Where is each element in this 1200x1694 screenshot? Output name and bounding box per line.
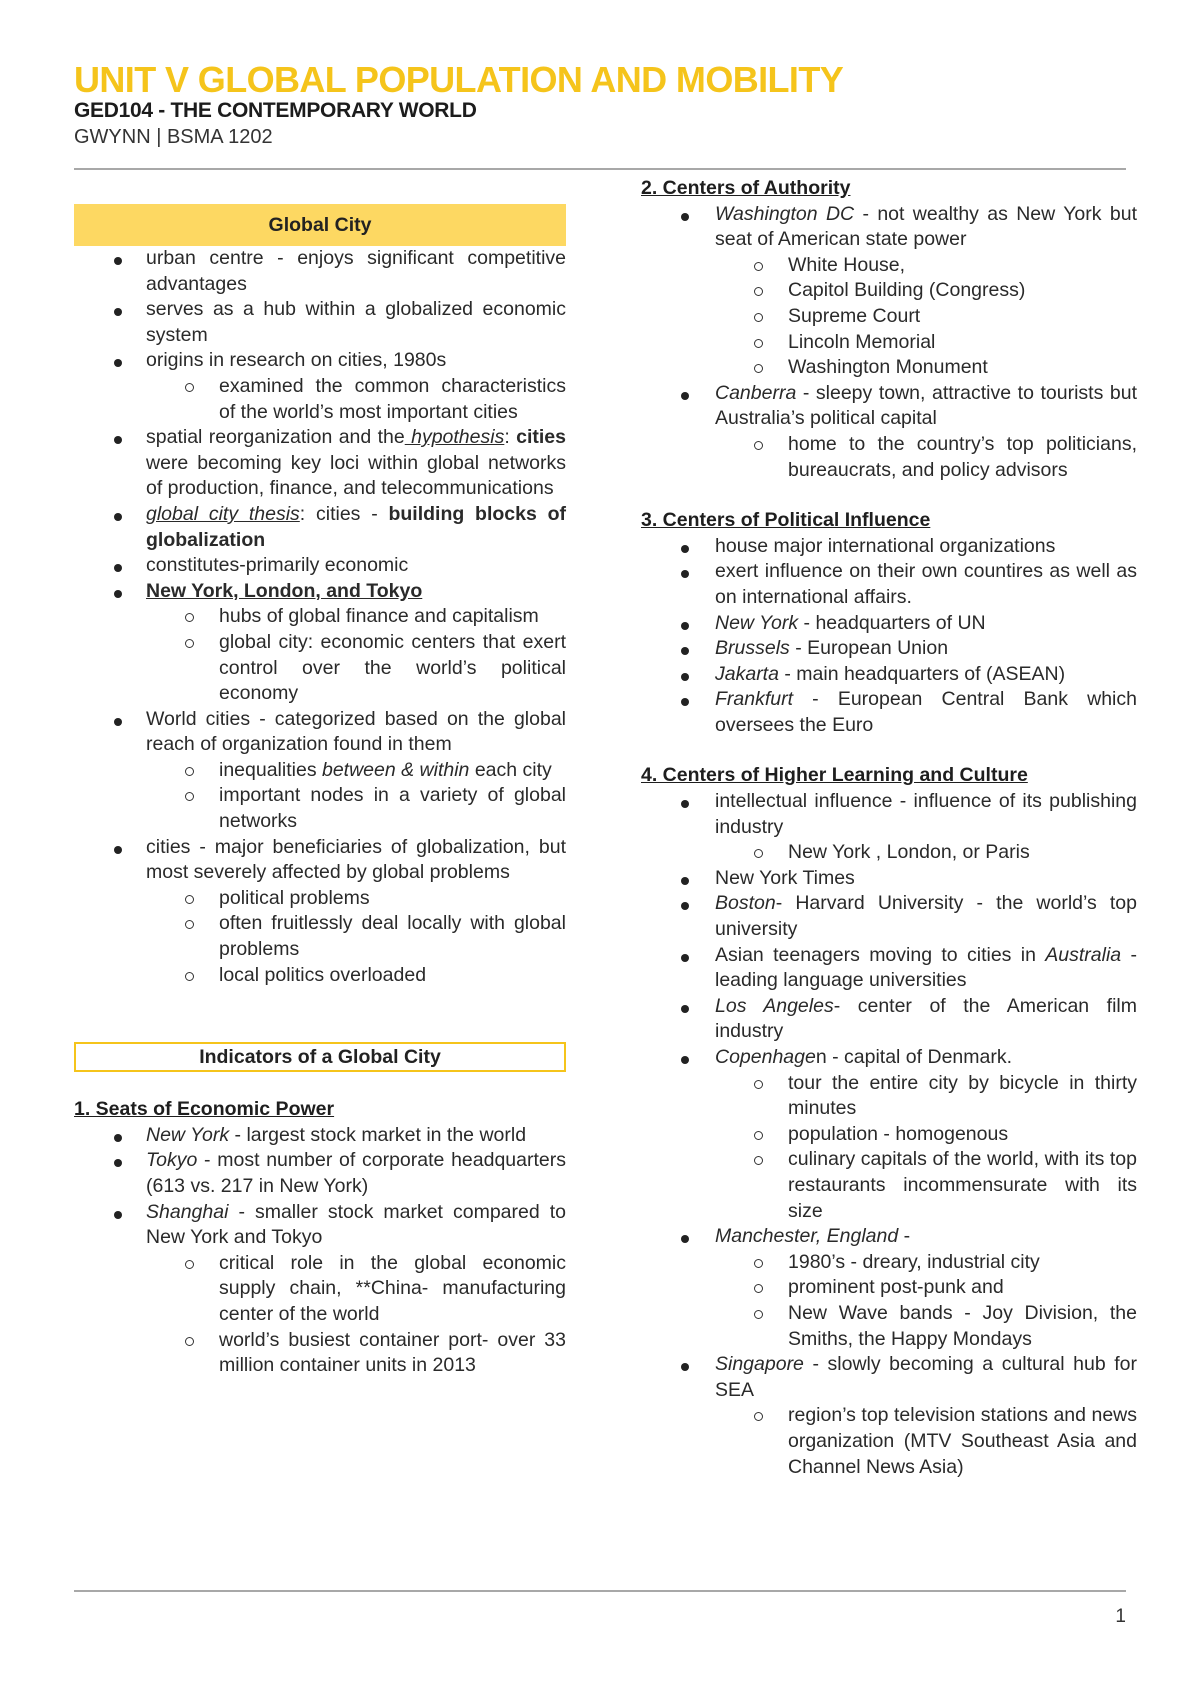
list-item: exert influence on their own countires as well as on international affairs. <box>641 559 1137 610</box>
sub-list-item: Capitol Building (Congress) <box>641 278 1137 304</box>
global-city-list <box>74 246 566 988</box>
bullet-icon <box>681 392 689 400</box>
circle-bullet-icon <box>185 920 194 929</box>
list-item: New York Times <box>641 866 1137 892</box>
bullet-icon <box>681 570 689 578</box>
list-item: World cities - categorized based on the global reach of organization found in them inequalities between & within each city important nodes in a variety of global networks <box>74 707 566 835</box>
sub-list-item: important nodes in a variety of global networks <box>74 783 566 834</box>
bullet-icon <box>681 545 689 553</box>
sub-list-item: region’s top television stations and news organization (MTV Southeast Asia and Channel News Asia) <box>641 1403 1137 1480</box>
bullet-icon <box>681 902 689 910</box>
page-title: UNIT V GLOBAL POPULATION AND MOBILITY <box>74 59 844 100</box>
list-item: Copenhagen - capital of Denmark. tour the entire city by bicycle in thirty minutes population - homogenous culinary capitals of the world, with its top restaurants incommensurate with its size <box>641 1045 1137 1224</box>
page-number: 1 <box>1115 1606 1126 1627</box>
sub-list-item: tour the entire city by bicycle in thirty minutes <box>641 1071 1137 1122</box>
bullet-icon <box>114 1159 122 1167</box>
bullet-icon <box>114 436 122 444</box>
bullet-icon <box>114 846 122 854</box>
bullet-icon <box>114 1134 122 1142</box>
left-column <box>74 204 566 1379</box>
bullet-icon <box>681 877 689 885</box>
sub-list-item: Supreme Court <box>641 304 1137 330</box>
circle-bullet-icon <box>185 895 194 904</box>
bullet-icon <box>114 359 122 367</box>
sub-list-item: local politics overloaded <box>74 963 566 989</box>
sub-list-item: world’s busiest container port- over 33 million container units in 2013 <box>74 1328 566 1379</box>
sub-list-item: culinary capitals of the world, with its top restaurants incommensurate with its size <box>641 1147 1137 1224</box>
bullet-icon <box>114 308 122 316</box>
sub-list-item: 1980’s - dreary, industrial city <box>641 1250 1137 1276</box>
bullet-icon <box>681 954 689 962</box>
authority-list <box>641 202 1137 484</box>
indicators-heading: Indicators of a Global City <box>74 1042 566 1072</box>
circle-bullet-icon <box>754 339 763 348</box>
list-item: Washington DC - not wealthy as New York but seat of American state power White House, Capitol Building (Congress) Supreme Court Lincoln Memorial Washington Monument <box>641 202 1137 381</box>
sub-list-item: New York , London, or Paris <box>641 840 1137 866</box>
section-heading-political-influence: 3. Centers of Political Influence <box>641 509 931 532</box>
circle-bullet-icon <box>185 767 194 776</box>
list-item: urban centre - enjoys significant competitive advantages <box>74 246 566 297</box>
political-influence-list <box>641 534 1137 739</box>
bullet-icon <box>681 1235 689 1243</box>
bullet-icon <box>114 590 122 598</box>
circle-bullet-icon <box>185 972 194 981</box>
sub-list-item: political problems <box>74 886 566 912</box>
list-item: Tokyo - most number of corporate headquarters (613 vs. 217 in New York) <box>74 1148 566 1199</box>
list-item: New York - largest stock market in the world <box>74 1123 566 1149</box>
list-item: house major international organizations <box>641 534 1137 560</box>
circle-bullet-icon <box>754 1259 763 1268</box>
circle-bullet-icon <box>754 1284 763 1293</box>
bullet-icon <box>681 1363 689 1371</box>
bullet-icon <box>681 1005 689 1013</box>
spacer <box>74 1072 566 1097</box>
list-item: serves as a hub within a globalized economic system <box>74 297 566 348</box>
list-item: Asian teenagers moving to cities in Australia - leading language universities <box>641 943 1137 994</box>
sub-list-item: global city: economic centers that exert control over the world’s political economy <box>74 630 566 707</box>
circle-bullet-icon <box>185 1260 194 1269</box>
sub-list-item: prominent post-punk and <box>641 1275 1137 1301</box>
list-item: Los Angeles- center of the American film industry <box>641 994 1137 1045</box>
circle-bullet-icon <box>754 1412 763 1421</box>
circle-bullet-icon <box>754 1080 763 1089</box>
circle-bullet-icon <box>185 613 194 622</box>
bullet-icon <box>681 213 689 221</box>
bullet-icon <box>114 257 122 265</box>
economic-power-list <box>74 1123 566 1379</box>
list-item: New York, London, and Tokyo hubs of global finance and capitalism global city: economic centers that exert control over the world’s political economy <box>74 579 566 707</box>
section-heading-authority: 2. Centers of Authority <box>641 177 851 199</box>
circle-bullet-icon <box>185 792 194 801</box>
sub-list-item: Lincoln Memorial <box>641 330 1137 356</box>
circle-bullet-icon <box>754 287 763 296</box>
global-city-heading: Global City <box>74 204 566 246</box>
list-item: Canberra - sleepy town, attractive to tourists but Australia’s political capital home to the country’s top politicians, bureaucrats, and policy advisors <box>641 381 1137 483</box>
section-heading-economic-power: 1. Seats of Economic Power <box>74 1098 335 1121</box>
bullet-icon <box>681 1056 689 1064</box>
bullet-icon <box>681 698 689 706</box>
sub-list-item: critical role in the global economic supply chain, **China- manufacturing center of the world <box>74 1251 566 1328</box>
bullet-icon <box>681 800 689 808</box>
spacer <box>74 988 566 1042</box>
sub-list-item: White House, <box>641 253 1137 279</box>
list-item: cities - major beneficiaries of globalization, but most severely affected by global problems political problems often fruitlessly deal locally with global problems local politics overloaded <box>74 835 566 989</box>
bullet-icon <box>114 564 122 572</box>
list-item: global city thesis: cities - building blocks of globalization <box>74 502 566 553</box>
list-item: constitutes-primarily economic <box>74 553 566 579</box>
circle-bullet-icon <box>754 1310 763 1319</box>
circle-bullet-icon <box>754 262 763 271</box>
list-item: Jakarta - main headquarters of (ASEAN) <box>641 662 1137 688</box>
sub-list-item: home to the country’s top politicians, bureaucrats, and policy advisors <box>641 432 1137 483</box>
bullet-icon <box>114 718 122 726</box>
section-heading-learning-culture: 4. Centers of Higher Learning and Culture <box>641 764 1028 787</box>
spacer <box>641 483 1137 508</box>
spacer <box>641 738 1137 763</box>
list-item: Shanghai - smaller stock market compared to New York and Tokyo critical role in the global economic supply chain, **China- manufacturing center of the world world’s busiest container port- over 33 million container units in 2013 <box>74 1200 566 1379</box>
sub-list-item: population - homogenous <box>641 1122 1137 1148</box>
bullet-icon <box>114 513 122 521</box>
circle-bullet-icon <box>185 1337 194 1346</box>
sub-list-item: hubs of global finance and capitalism <box>74 604 566 630</box>
circle-bullet-icon <box>754 364 763 373</box>
circle-bullet-icon <box>754 313 763 322</box>
list-item: Singapore - slowly becoming a cultural hub for SEA region’s top television stations and news organization (MTV Southeast Asia and Channel News Asia) <box>641 1352 1137 1480</box>
circle-bullet-icon <box>185 383 194 392</box>
bullet-icon <box>681 647 689 655</box>
bullet-icon <box>114 1211 122 1219</box>
circle-bullet-icon <box>754 1156 763 1165</box>
circle-bullet-icon <box>754 1131 763 1140</box>
sub-list-item: often fruitlessly deal locally with global problems <box>74 911 566 962</box>
list-item: intellectual influence - influence of its publishing industry New York , London, or Paris <box>641 789 1137 866</box>
header-divider <box>74 168 1126 170</box>
list-item: spatial reorganization and the hypothesis: cities were becoming key loci within global networks of production, finance, and telecommunications <box>74 425 566 502</box>
list-item: New York - headquarters of UN <box>641 611 1137 637</box>
list-item: Boston- Harvard University - the world’s top university <box>641 891 1137 942</box>
sub-list-item: Washington Monument <box>641 355 1137 381</box>
footer-divider <box>74 1590 1126 1592</box>
bullet-icon <box>681 673 689 681</box>
bullet-icon <box>681 622 689 630</box>
sub-list-item: New Wave bands - Joy Division, the Smiths, the Happy Mondays <box>641 1301 1137 1352</box>
sub-list-item: examined the common characteristics of the world’s most important cities <box>74 374 566 425</box>
circle-bullet-icon <box>754 441 763 450</box>
list-item: Frankfurt - European Central Bank which oversees the Euro <box>641 687 1137 738</box>
list-item: origins in research on cities, 1980s examined the common characteristics of the world’s most important cities <box>74 348 566 425</box>
circle-bullet-icon <box>185 639 194 648</box>
circle-bullet-icon <box>754 849 763 858</box>
learning-culture-list <box>641 789 1137 1480</box>
list-item: Brussels - European Union <box>641 636 1137 662</box>
list-item: Manchester, England - 1980’s - dreary, industrial city prominent post-punk and New Wave bands - Joy Division, the Smiths, the Happy Mondays <box>641 1224 1137 1352</box>
right-column <box>641 176 1137 1480</box>
author-line: GWYNN | BSMA 1202 <box>74 126 273 148</box>
sub-list-item: inequalities between & within each city <box>74 758 566 784</box>
course-subtitle: GED104 - THE CONTEMPORARY WORLD <box>74 99 477 122</box>
